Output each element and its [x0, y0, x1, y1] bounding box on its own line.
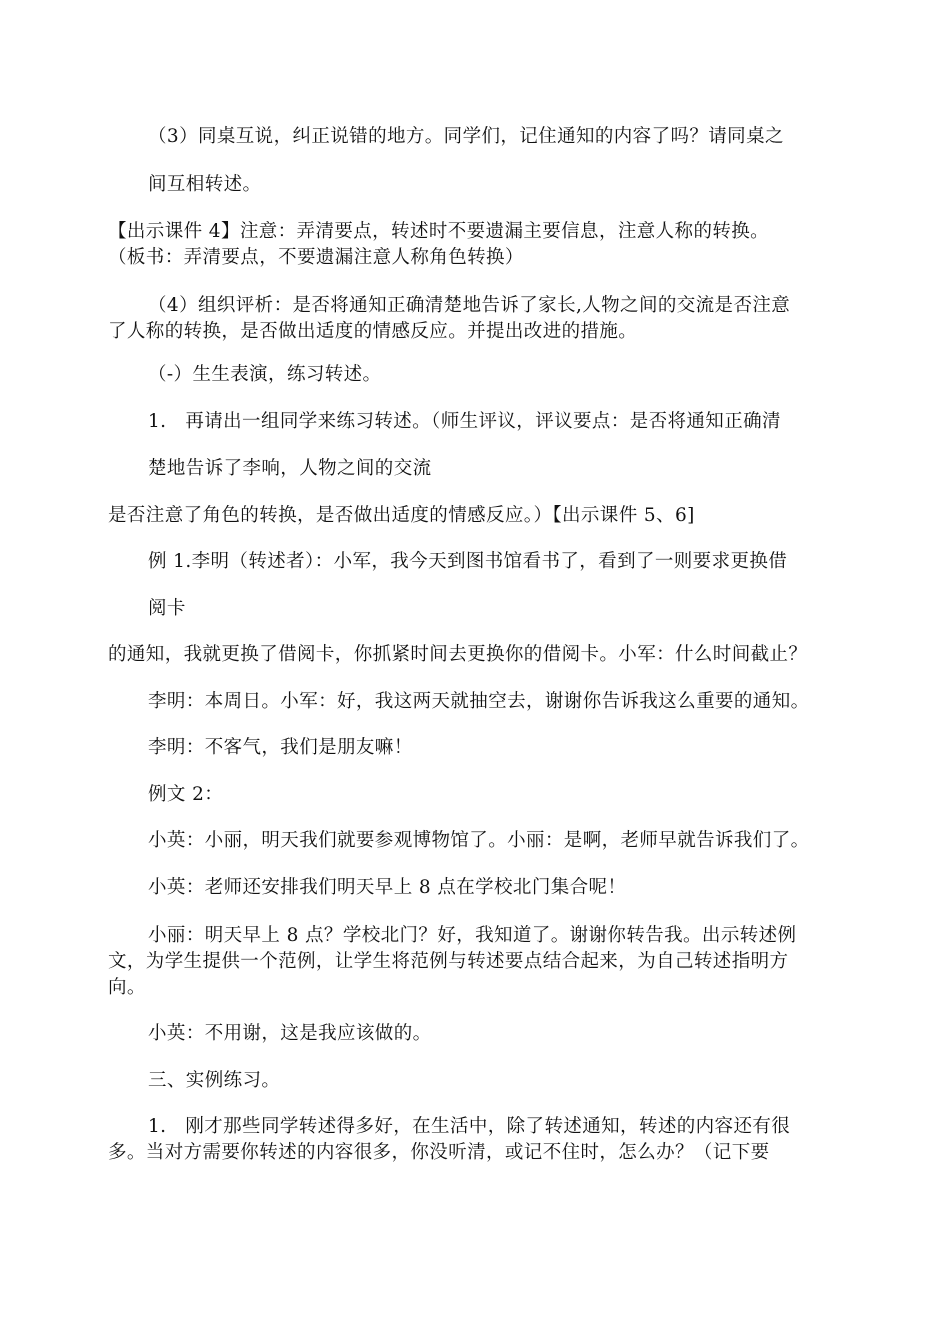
text-line: （4）组织评析：是否将通知正确清楚地告诉了家长,人物之间的交流是否注意: [148, 295, 791, 316]
text-line: 小英：不用谢，这是我应该做的。: [148, 1023, 432, 1044]
text-line: 1. 再请出一组同学来练习转述。（师生评议，评议要点：是否将通知正确清: [148, 411, 781, 432]
text-line: 例文 2：: [148, 784, 224, 805]
text-line: 【出示课件 4】注意：弄清要点，转述时不要遗漏主要信息，注意人称的转换。: [108, 221, 770, 242]
text-line: （-）生生表演，练习转述。: [148, 364, 382, 385]
text-line: 多。当对方需要你转述的内容很多，你没听清，或记不住时，怎么办？（记下要: [108, 1142, 770, 1163]
text-line: 李明：本周日。小军：好，我这两天就抽空去，谢谢你告诉我这么重要的通知。: [148, 691, 810, 712]
text-line: （板书：弄清要点，不要遗漏注意人称角色转换）: [108, 247, 524, 268]
text-line: 1. 刚才那些同学转述得多好，在生活中，除了转述通知，转述的内容还有很: [148, 1116, 791, 1137]
text-line: （3）同桌互说，纠正说错的地方。同学们，记住通知的内容了吗？请同桌之: [148, 126, 784, 147]
text-line: 阅卡: [148, 598, 186, 619]
text-line: 的通知，我就更换了借阅卡，你抓紧时间去更换你的借阅卡。小军：什么时间截止？: [108, 644, 808, 665]
text-line: 间互相转述。: [148, 174, 262, 195]
text-line: 小英：老师还安排我们明天早上 8 点在学校北门集合呢！: [148, 877, 627, 898]
text-line: 楚地告诉了李响，人物之间的交流: [148, 458, 432, 479]
text-line: 例 1.李明（转述者）：小军，我今天到图书馆看书了，看到了一则要求更换借: [148, 551, 788, 572]
text-line: 三、实例练习。: [148, 1070, 281, 1091]
text-line: 小丽：明天早上 8 点？学校北门？好，我知道了。谢谢你转告我。出示转述例: [148, 925, 797, 946]
text-line: 向。: [108, 977, 146, 998]
text-line: 小英：小丽，明天我们就要参观博物馆了。小丽：是啊，老师早就告诉我们了。: [148, 830, 810, 851]
text-line: 了人称的转换，是否做出适度的情感反应。并提出改进的措施。: [108, 321, 638, 342]
text-line: 文，为学生提供一个范例，让学生将范例与转述要点结合起来，为自己转述指明方: [108, 951, 789, 972]
text-line: 是否注意了角色的转换，是否做出适度的情感反应。）【出示课件 5、6]: [108, 505, 695, 526]
text-line: 李明：不客气，我们是朋友嘛！: [148, 737, 413, 758]
